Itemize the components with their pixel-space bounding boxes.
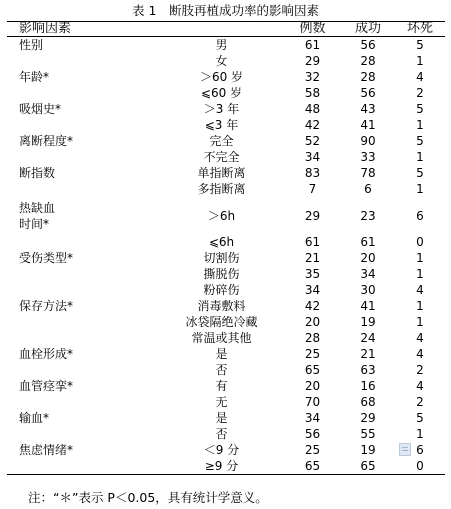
- table-row: [7, 101, 445, 117]
- table-row: [7, 165, 445, 181]
- necrosis-cell: 1: [416, 54, 424, 68]
- necrosis-cell: 1: [416, 182, 424, 196]
- level-cell: 男: [215, 38, 228, 52]
- cases-cell: 70: [304, 395, 321, 409]
- header-level: [159, 22, 284, 37]
- factor-cell: 吸烟史*: [19, 102, 62, 116]
- cases-cell: 25: [304, 347, 321, 361]
- factor-cell: 血栓形成*: [19, 347, 74, 361]
- success-cell: 16: [360, 379, 376, 393]
- necrosis-cell: 4: [416, 331, 424, 345]
- success-cell: 61: [360, 235, 376, 249]
- table-row: [7, 37, 445, 54]
- influence-factors-table: [7, 21, 445, 475]
- success-cell: 56: [360, 38, 376, 52]
- level-cell: 多指断离: [197, 182, 246, 196]
- factor-label: 热缺血 时间*: [19, 200, 56, 231]
- cases-cell: 29: [304, 208, 321, 223]
- factor-cell: [7, 362, 159, 378]
- table-caption: 表 1 断肢再植成功率的影响因素: [132, 3, 319, 18]
- necrosis-cell: 2: [416, 363, 424, 377]
- level-cell: 撕脱伤: [203, 267, 240, 281]
- factor-cell: [7, 234, 159, 250]
- necrosis-cell: 5: [416, 38, 424, 52]
- factor-cell: [7, 149, 159, 165]
- table-row: [7, 314, 445, 330]
- success-cell: 20: [360, 251, 376, 265]
- necrosis-cell: 0: [416, 459, 424, 473]
- necrosis-cell: 1: [416, 150, 424, 164]
- cases-cell: 21: [304, 251, 321, 265]
- table-row: [7, 362, 445, 378]
- level-cell: 无: [215, 395, 228, 409]
- success-cell: 21: [360, 347, 376, 361]
- cases-cell: 52: [304, 134, 321, 148]
- level-cell: 单指断离: [197, 166, 246, 180]
- cases-cell: 61: [304, 235, 321, 249]
- success-cell: 43: [360, 102, 376, 116]
- factor-cell: [7, 426, 159, 442]
- header-cases: 例数: [284, 22, 341, 37]
- table-row: [7, 85, 445, 101]
- cases-cell: 35: [304, 267, 321, 281]
- table-row: [7, 197, 445, 234]
- success-cell: 55: [360, 427, 376, 441]
- table-row: [7, 250, 445, 266]
- factor-cell: [7, 266, 159, 282]
- table-row: [7, 346, 445, 362]
- factor-cell: [7, 394, 159, 410]
- factor-cell: [7, 314, 159, 330]
- cases-cell: 48: [304, 102, 321, 116]
- level-cell: 消毒敷料: [197, 299, 246, 313]
- factor-cell: [7, 458, 159, 475]
- level-cell: ⩽60 岁: [200, 86, 243, 100]
- success-cell: 63: [360, 363, 376, 377]
- success-cell: 28: [360, 54, 376, 68]
- success-cell: 33: [360, 150, 376, 164]
- necrosis-cell: 1: [416, 427, 424, 441]
- table-row: [7, 378, 445, 394]
- factor-cell: 保存方法*: [19, 299, 74, 313]
- table-row: [7, 133, 445, 149]
- necrosis-cell: 5: [416, 411, 424, 425]
- table-row: [7, 266, 445, 282]
- level-cell: ＞3 年: [203, 102, 240, 116]
- necrosis-cell: 1: [416, 315, 424, 329]
- table-row: [7, 149, 445, 165]
- level-cell: 冰袋隔绝冷藏: [185, 315, 258, 329]
- level-cell: ≥9 分: [204, 459, 239, 473]
- factor-cell: 离断程度*: [19, 134, 74, 148]
- necrosis-cell: 4: [416, 379, 424, 393]
- necrosis-cell: 4: [416, 283, 424, 297]
- level-cell: 是: [215, 411, 228, 425]
- factor-cell: 年龄*: [19, 70, 50, 84]
- success-cell: 78: [360, 166, 376, 180]
- cases-cell: 61: [304, 38, 321, 52]
- level-cell: 否: [215, 363, 228, 377]
- necrosis-cell: 1: [416, 251, 424, 265]
- necrosis-cell: 1: [416, 118, 424, 132]
- header-factor: 影响因素: [7, 22, 159, 37]
- success-cell: 24: [360, 331, 376, 345]
- table-row: [7, 117, 445, 133]
- level-cell: 不完全: [203, 150, 240, 164]
- table-row: [7, 282, 445, 298]
- level-cell: 完全: [209, 134, 234, 148]
- table-row: [7, 234, 445, 250]
- table-row: [7, 426, 445, 442]
- necrosis-cell: 5: [416, 166, 424, 180]
- factor-cell: [7, 117, 159, 133]
- table-row: [7, 53, 445, 69]
- factor-cell: [7, 181, 159, 197]
- level-cell: 切割伤: [203, 251, 240, 265]
- cases-cell: 7: [308, 182, 317, 196]
- success-cell: 68: [360, 395, 376, 409]
- cases-cell: 65: [304, 363, 321, 377]
- table-row: [7, 410, 445, 426]
- necrosis-cell: 0: [416, 235, 424, 249]
- table-row: [7, 442, 445, 458]
- success-cell: 19: [360, 443, 376, 457]
- document-icon[interactable]: [399, 443, 411, 456]
- factor-cell: [7, 330, 159, 346]
- success-cell: 30: [360, 283, 376, 297]
- table-body: [7, 37, 445, 475]
- cases-cell: 28: [304, 331, 321, 345]
- success-cell: 56: [360, 86, 376, 100]
- success-cell: 28: [360, 70, 376, 84]
- success-cell: 6: [364, 182, 372, 196]
- success-cell: 41: [360, 118, 376, 132]
- necrosis-cell: 6: [416, 443, 424, 457]
- level-cell: 粉碎伤: [203, 283, 240, 297]
- cases-cell: 34: [304, 150, 321, 164]
- level-cell: ⩽6h: [208, 235, 235, 249]
- factor-cell: 血管痉挛*: [19, 379, 74, 393]
- necrosis-cell: 2: [416, 395, 424, 409]
- cases-cell: 42: [304, 299, 321, 313]
- necrosis-cell: 6: [416, 208, 424, 223]
- cases-cell: 56: [304, 427, 321, 441]
- cases-cell: 25: [304, 443, 321, 457]
- level-cell: ＞60 岁: [199, 70, 244, 84]
- success-cell: 34: [360, 267, 376, 281]
- table-row: [7, 181, 445, 197]
- cases-cell: 65: [304, 459, 321, 473]
- level-cell: ＜9 分: [203, 443, 240, 457]
- necrosis-cell: 4: [416, 347, 424, 361]
- necrosis-cell: 4: [416, 70, 424, 84]
- cases-cell: 20: [304, 315, 321, 329]
- success-cell: 65: [360, 459, 376, 473]
- level-cell: 否: [215, 427, 228, 441]
- necrosis-cell: 2: [416, 86, 424, 100]
- table-header-row: [7, 22, 445, 37]
- factor-cell: [7, 282, 159, 298]
- necrosis-cell: 1: [416, 299, 424, 313]
- cases-cell: 20: [304, 379, 321, 393]
- table-footnote: 注：“＊”表示 P＜0.05，具有统计学意义。: [28, 490, 268, 505]
- success-cell: 23: [360, 208, 376, 223]
- factor-cell: [7, 197, 159, 234]
- table-row: [7, 330, 445, 346]
- header-necrosis: 坏死: [395, 22, 445, 37]
- level-cell: ＞6h: [207, 208, 236, 223]
- header-success: 成功: [341, 22, 395, 37]
- success-cell: 41: [360, 299, 376, 313]
- factor-cell: 焦虑情绪*: [19, 443, 74, 457]
- table-row: [7, 298, 445, 314]
- table-row: [7, 394, 445, 410]
- success-cell: 90: [360, 134, 376, 148]
- factor-cell: 输血*: [19, 411, 50, 425]
- success-cell: 19: [360, 315, 376, 329]
- level-cell: 是: [215, 347, 228, 361]
- factor-cell: 性别: [19, 38, 44, 52]
- cases-cell: 58: [304, 86, 321, 100]
- cases-cell: 83: [304, 166, 321, 180]
- factor-cell: 断指数: [19, 166, 56, 180]
- factor-cell: [7, 85, 159, 101]
- cases-cell: 34: [304, 411, 321, 425]
- factor-cell: 受伤类型*: [19, 251, 74, 265]
- necrosis-cell: 5: [416, 134, 424, 148]
- level-cell: ⩽3 年: [204, 118, 239, 132]
- level-cell: 常温或其他: [191, 331, 252, 345]
- factor-cell: [7, 53, 159, 69]
- cases-cell: 34: [304, 283, 321, 297]
- cases-cell: 32: [304, 70, 321, 84]
- cases-cell: 42: [304, 118, 321, 132]
- necrosis-cell: 5: [416, 102, 424, 116]
- level-cell: 有: [215, 379, 228, 393]
- success-cell: 29: [360, 411, 376, 425]
- necrosis-cell: 1: [416, 267, 424, 281]
- level-cell: 女: [215, 54, 228, 68]
- table-row: [7, 69, 445, 85]
- cases-cell: 29: [304, 54, 321, 68]
- table-row: [7, 458, 445, 475]
